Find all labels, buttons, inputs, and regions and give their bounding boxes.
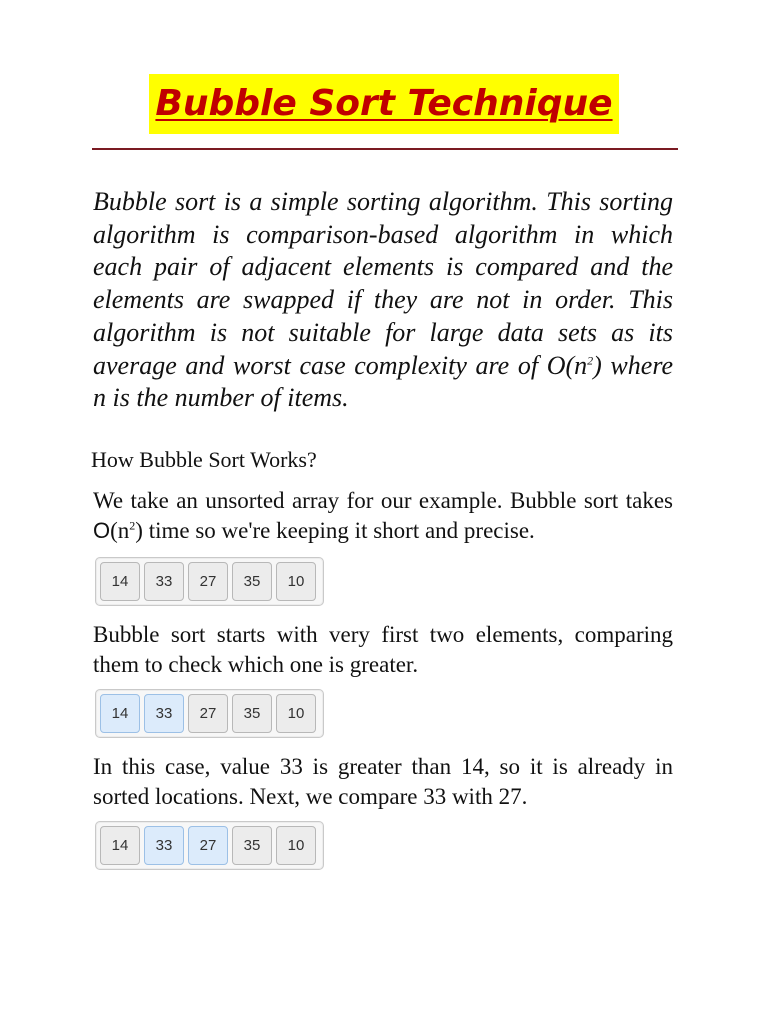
para1-text-end: ) time so we're keeping it short and precise. xyxy=(135,518,535,543)
array-cell: 10 xyxy=(276,826,316,865)
array-diagram-3 xyxy=(95,821,324,870)
array-cell: 27 xyxy=(188,562,228,601)
array-cell: 33 xyxy=(144,562,184,601)
para1-exponent: 2 xyxy=(129,518,136,533)
intro-text-end: ) where n is the number of items. xyxy=(93,350,674,413)
array-cell: 14 xyxy=(100,562,140,601)
array-cell: 14 xyxy=(100,826,140,865)
array-cell: 27 xyxy=(188,826,228,865)
intro-exponent: 2 xyxy=(587,352,594,367)
array-cell: 10 xyxy=(276,694,316,733)
paragraph-second-comparison: In this case, value 33 is greater than 14, so it is already in sorted locations. Next, we compare 33 with 27. xyxy=(93,754,673,809)
array-cell: 35 xyxy=(232,694,272,733)
array-cell: 10 xyxy=(276,562,316,601)
paragraph-first-comparison: Bubble sort starts with very first two elements, comparing them to check which one is greater. xyxy=(93,622,673,677)
array-cell: 35 xyxy=(232,562,272,601)
intro-text: Bubble sort is a simple sorting algorithm. This sorting algorithm is comparison-based algorithm in which each pair of adjacent elements is compared and the elements are swapped if they are not in order. This algorithm is not suitable for large data sets as its average and worst case complexity are of O(n xyxy=(93,187,673,380)
para1-text: We take an unsorted array for our example. Bubble sort takes xyxy=(93,488,673,513)
page-title: Bubble Sort Technique xyxy=(149,74,618,134)
array-diagram-2 xyxy=(95,689,324,738)
paragraph-unsorted-array xyxy=(93,486,673,546)
array-cell: 27 xyxy=(188,694,228,733)
array-cell: 33 xyxy=(144,826,184,865)
section-heading: How Bubble Sort Works? xyxy=(91,447,317,472)
title-divider xyxy=(92,148,678,150)
para1-text-mid: (n xyxy=(110,518,130,543)
array-cell: 33 xyxy=(144,694,184,733)
title-container xyxy=(0,74,768,134)
intro-paragraph xyxy=(93,186,673,415)
big-o-symbol: O xyxy=(93,518,111,543)
array-cell: 35 xyxy=(232,826,272,865)
array-diagram-1 xyxy=(95,557,324,606)
array-cell: 14 xyxy=(100,694,140,733)
